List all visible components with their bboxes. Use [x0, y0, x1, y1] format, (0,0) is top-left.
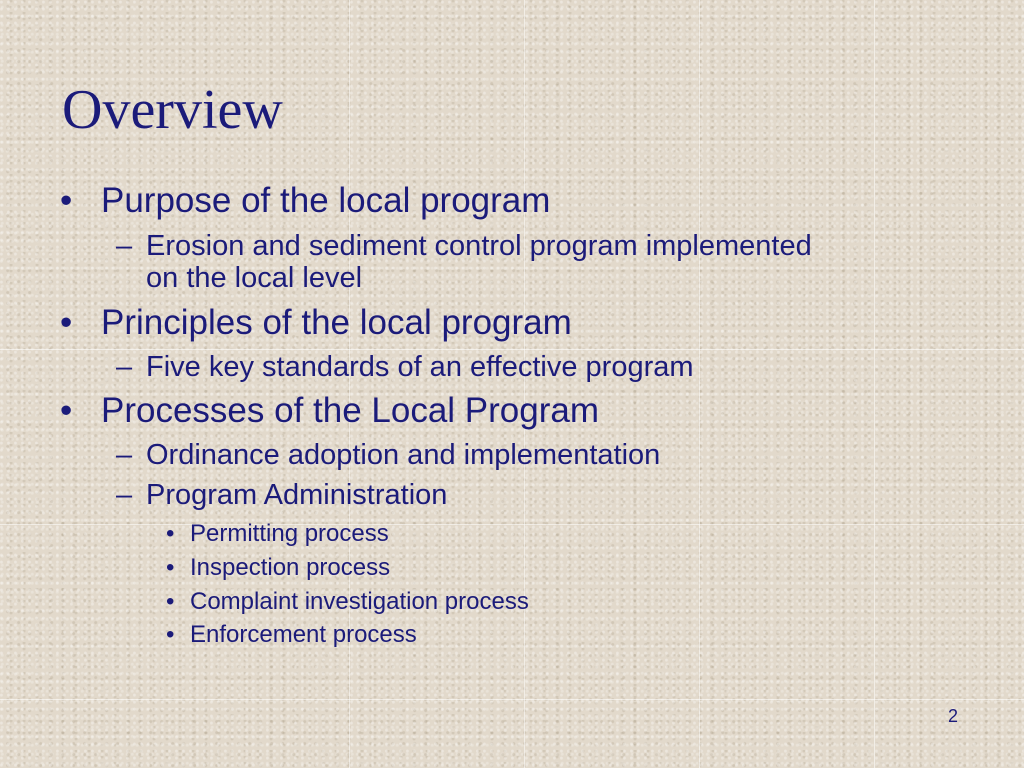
slide-title: Overview [62, 79, 283, 141]
bullet-marker: • [166, 554, 175, 581]
bullet-marker: • [166, 588, 175, 615]
dash-marker: – [116, 351, 133, 383]
bullet-marker: • [60, 303, 73, 342]
bullet-item-level1: Principles of the local program [101, 303, 572, 342]
dash-marker: – [116, 479, 133, 511]
bullet-item-level1: Processes of the Local Program [101, 391, 600, 430]
bullet-item-level2: Ordinance adoption and implementation [146, 439, 661, 471]
bullet-item-level2-continuation: on the local level [146, 262, 363, 294]
bullet-marker: • [166, 621, 175, 648]
dash-marker: – [116, 439, 133, 471]
bullet-item-level3: Complaint investigation process [190, 588, 529, 615]
bullet-item-level3: Permitting process [190, 520, 389, 547]
bullet-item-level3: Enforcement process [190, 621, 417, 648]
bullet-item-level2: Erosion and sediment control program implemented [146, 230, 812, 262]
bullet-marker: • [60, 391, 73, 430]
page-number: 2 [948, 706, 959, 726]
bullet-marker: • [60, 181, 73, 220]
bullet-item-level2: Five key standards of an effective program [146, 351, 694, 383]
dash-marker: – [116, 230, 133, 262]
bullet-item-level1: Purpose of the local program [101, 181, 551, 220]
bullet-item-level3: Inspection process [190, 554, 391, 581]
bullet-marker: • [166, 520, 175, 547]
bullet-item-level2: Program Administration [146, 479, 448, 511]
